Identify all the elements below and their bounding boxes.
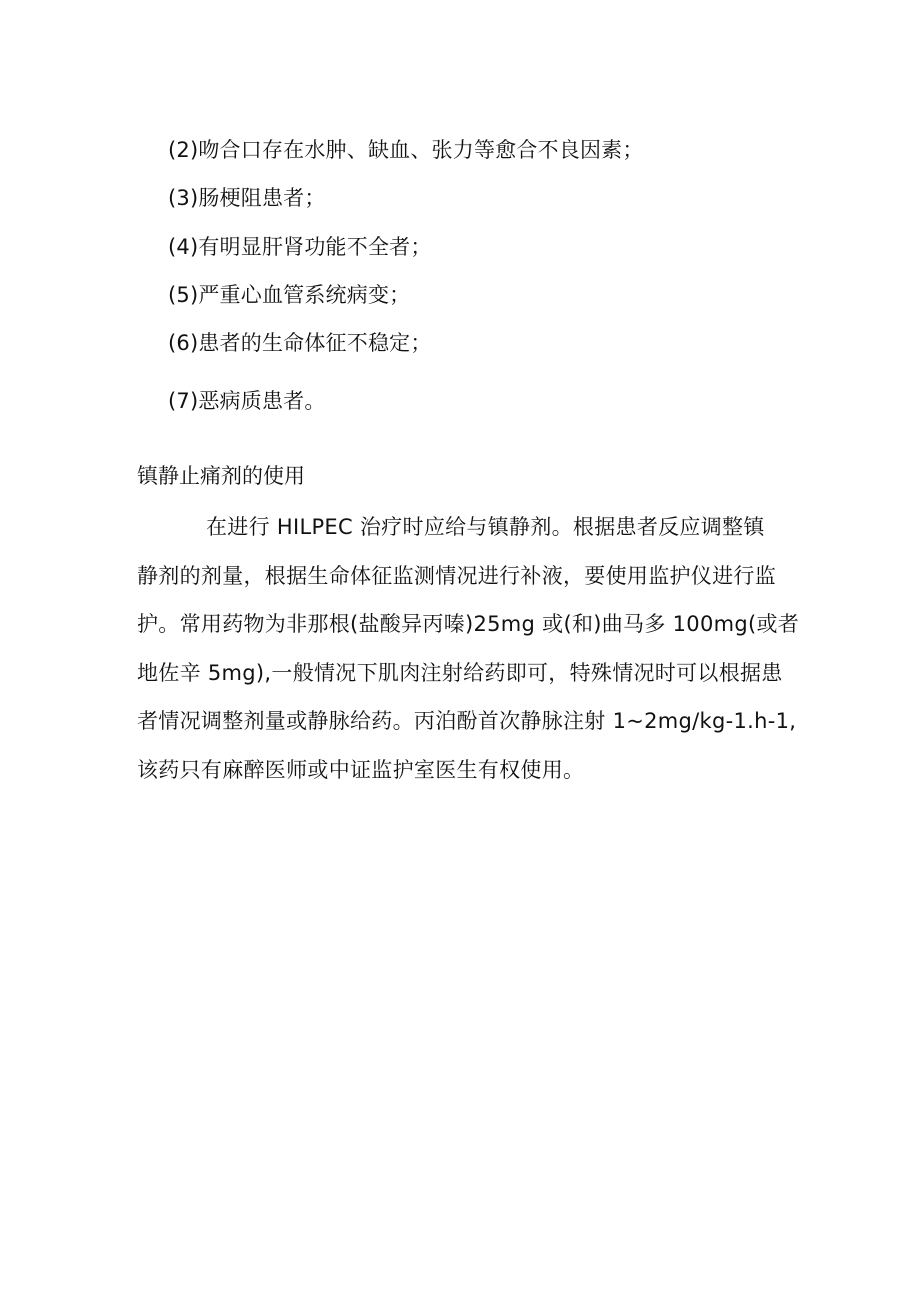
list-item: (6)患者的生命体征不稳定； (168, 331, 432, 355)
section-heading: 镇静止痛剂的使用 (137, 464, 305, 488)
paragraph-line: 地佐辛 5mg),一般情况下肌肉注射给药即可，特殊情况时可以根据患 (137, 661, 783, 685)
list-item: (2)吻合口存在水肿、缺血、张力等愈合不良因素； (168, 138, 644, 162)
paragraph-line: 在进行 HILPEC 治疗时应给与镇静剂。根据患者反应调整镇 (206, 515, 765, 539)
list-item: (7)恶病质患者。 (168, 389, 326, 413)
list-item: (3)肠梗阻患者； (168, 186, 326, 210)
list-item: (5)严重心血管系统病变； (168, 283, 411, 307)
paragraph-line: 者情况调整剂量或静脉给药。丙泊酚首次静脉注射 1~2mg/kg-1.h-1, (137, 709, 797, 733)
list-item: (4)有明显肝肾功能不全者； (168, 235, 432, 259)
paragraph-line: 该药只有麻醉医师或中证监护室医生有权使用。 (137, 758, 585, 782)
paragraph-line: 护。常用药物为非那根(盐酸异丙嗪)25mg 或(和)曲马多 100mg(或者 (137, 612, 800, 636)
paragraph-line: 静剂的剂量，根据生命体征监测情况进行补液，要使用监护仪进行监 (137, 564, 776, 588)
